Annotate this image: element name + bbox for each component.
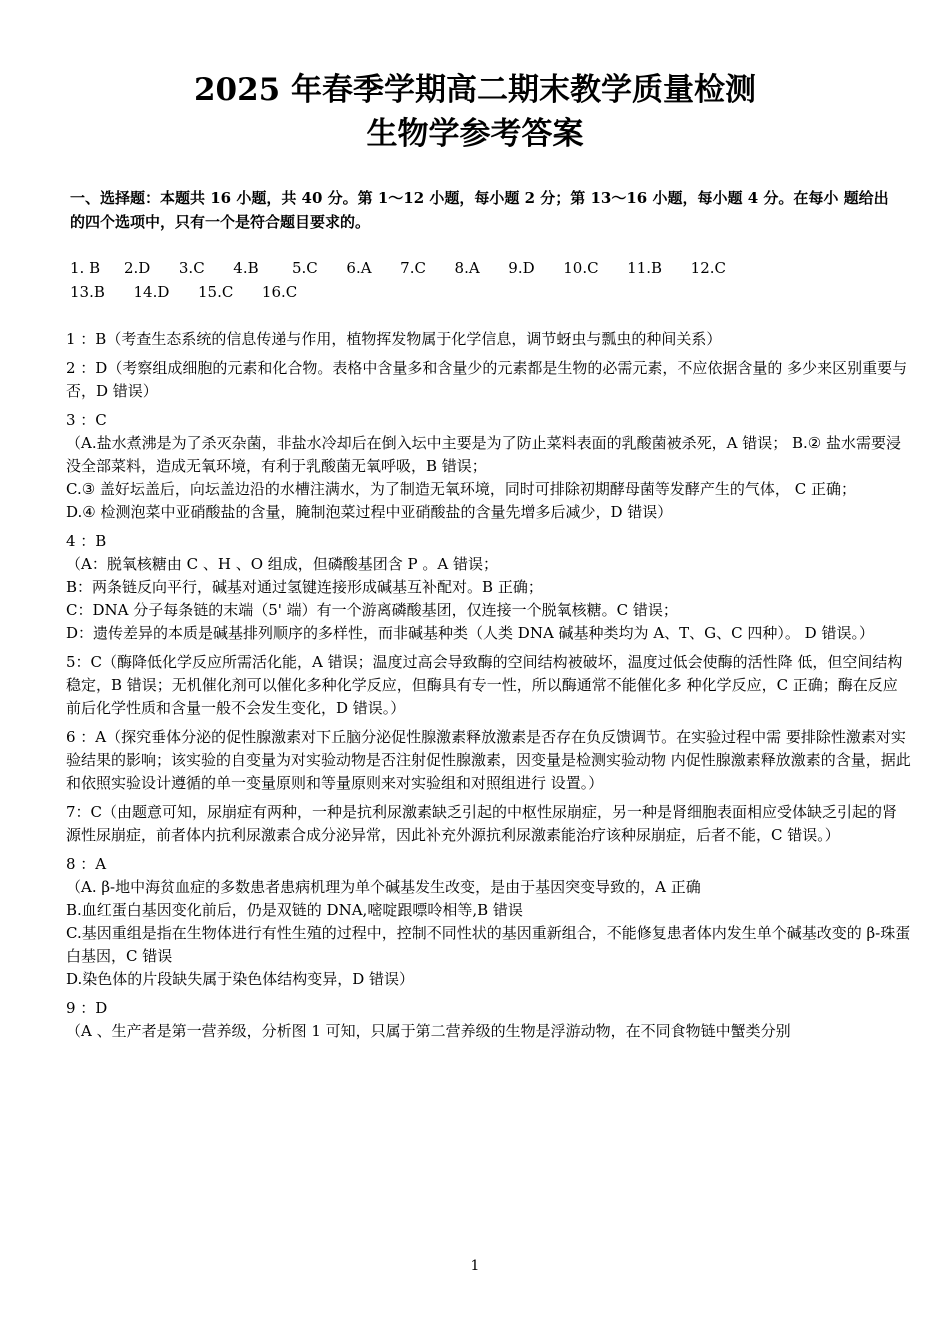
answer-key-row-1: 1. B 2.D 3.C 4.B 5.C 6.A 7.C 8.A 9.D 10.C 11.B 12.C: [70, 259, 727, 277]
explanation-item: [66, 997, 912, 1043]
explanation-line: 8 ：A: [66, 855, 107, 873]
explanation-line: B.血红蛋白基因变化前后，仍是双链的 DNA,嘧啶跟嘌呤相等,B 错误: [66, 901, 523, 919]
explanation-line: D.染色体的片段缺失属于染色体结构变异，D 错误）: [66, 970, 415, 988]
explanation-line: C.③ 盖好坛盖后，向坛盖边沿的水槽注满水，为了制造无氧环境，同时可排除初期酵母菌等发酵产生的气体， C 正确；: [66, 480, 856, 498]
explanation-item: [66, 801, 912, 847]
explanation-item: [66, 328, 912, 351]
explanation-line: 7：C（由题意可知，尿崩症有两种，一种是抗利尿激素缺乏引起的中枢性尿崩症，另一种是肾细胞表面相应受体缺乏引起的肾源性尿崩症，前者体内抗利尿激素合成分泌异常，因此补充外源抗利尿激素能治疗该种尿崩症，后者不能，C 错误。）: [66, 803, 898, 844]
explanation-item: [66, 530, 912, 645]
explanation-line: （A. β-地中海贫血症的多数患者患病机理为单个碱基发生改变，是由于基因突变导致的，A 正确: [66, 878, 701, 896]
explanation-line: 9 ：D: [66, 999, 108, 1017]
explanation-line: （A 、生产者是第一营养级，分析图 1 可知，只属于第二营养级的生物是浮游动物，在不同食物链中蟹类分别: [66, 1022, 791, 1040]
explanations: [66, 328, 912, 1043]
answer-key-row-2: 13.B 14.D 15.C 16.C: [70, 283, 298, 301]
explanation-line: 2 ：D（考察组成细胞的元素和化合物。表格中含量多和含量少的元素都是生物的必需元素，不应依据含量的 多少来区别重要与否，D 错误）: [66, 359, 908, 400]
explanation-item: [66, 651, 912, 720]
explanation-line: 1 ：B（考查生态系统的信息传递与作用，植物挥发物属于化学信息，调节蚜虫与瓢虫的种间关系）: [66, 330, 722, 348]
section-heading: 一、选择题：本题共 16 小题，共 40 分。第 1～12 小题，每小题 2 分；第 13～16 小题，每小题 4 分。在每小 题给出的四个选项中，只有一个是符合题目要求的。: [70, 189, 889, 231]
explanation-line: B：两条链反向平行，碱基对通过氢键连接形成碱基互补配对。B 正确；: [66, 578, 543, 596]
explanation-line: D.④ 检测泡菜中亚硝酸盐的含量，腌制泡菜过程中亚硝酸盐的含量先增多后减少，D 错误）: [66, 503, 673, 521]
explanation-item: [66, 853, 912, 991]
explanation-item: [66, 357, 912, 403]
document-subtitle: 生物学参考答案: [366, 116, 584, 152]
explanation-item: [66, 726, 912, 795]
explanation-line: D：遗传差异的本质是碱基排列顺序的多样性，而非碱基种类（人类 DNA 碱基种类均为 A、T、G、C 四种）。 D 错误。）: [66, 624, 874, 642]
explanation-line: （A：脱氧核糖由 C 、H 、O 组成，但磷酸基团含 P 。A 错误；: [66, 555, 498, 573]
explanation-line: C.基因重组是指在生物体进行有性生殖的过程中，控制不同性状的基因重新组合，不能修复患者体内发生单个碱基改变的 β-珠蛋白基因，C 错误: [66, 924, 911, 965]
explanation-line: 4 ：B: [66, 532, 107, 550]
document-title: 2025 年春季学期高二期末教学质量检测: [193, 72, 757, 108]
page-number: 1: [470, 1258, 480, 1274]
explanation-line: 3 ：C: [66, 411, 107, 429]
explanation-line: C：DNA 分子每条链的末端（5' 端）有一个游离磷酸基团，仅连接一个脱氧核糖。C 错误；: [66, 601, 678, 619]
explanation-line: （A.盐水煮沸是为了杀灭杂菌，非盐水冷却后在倒入坛中主要是为了防止菜料表面的乳酸菌被杀死，A 错误； B.② 盐水需要浸没全部菜料，造成无氧环境，有利于乳酸菌无氧呼吸，B 错误；: [66, 434, 901, 475]
explanation-item: [66, 409, 912, 524]
explanation-line: 5：C（酶降低化学反应所需活化能，A 错误；温度过高会导致酶的空间结构被破坏，温度过低会使酶的活性降 低，但空间结构稳定，B 错误；无机催化剂可以催化多种化学反应，但酶具有专一性，所以酶通常不能催化多 种化学反应，C 正确；酶在反应前后化学性质和含量一般不会发生变化，D 错误。）: [66, 653, 903, 717]
explanation-line: 6 ：A（探究垂体分泌的促性腺激素对下丘脑分泌促性腺激素释放激素是否存在负反馈调节。在实验过程中需 要排除性激素对实验结果的影响；该实验的自变量为对实验动物是否注射促性腺激素，因变量是检测实验动物 内促性腺激素释放激素的含量，据此和依照实验设计遵循的单一变量原则和等量原则来对实验组和对照组进行 设置。）: [66, 728, 911, 792]
